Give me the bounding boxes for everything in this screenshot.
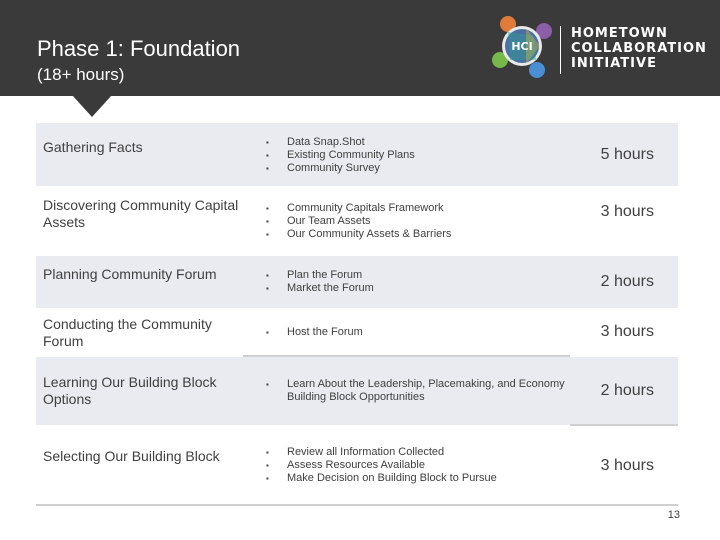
- hci-logo: [486, 10, 708, 82]
- bullet-text: Assess Resources Available: [287, 459, 425, 471]
- row-hours: 3 hours: [600, 457, 654, 474]
- bullet-item: [263, 326, 573, 339]
- row-bullets: [263, 326, 573, 339]
- row-title: Conducting the Community Forum: [43, 316, 212, 349]
- header-pointer: [72, 95, 112, 117]
- row-hours: 2 hours: [600, 273, 654, 290]
- phase-row-planning-forum: [36, 256, 678, 308]
- hci-logo-abbreviation: HCI: [511, 40, 533, 53]
- bullet-item: [263, 378, 573, 404]
- row-bullets: [263, 269, 573, 295]
- row-title: Discovering Community Capital Assets: [43, 197, 239, 230]
- phase-row-selecting-block: [36, 426, 678, 504]
- bullet-icon: ▪: [266, 204, 269, 213]
- bullet-icon: ▪: [266, 151, 269, 160]
- bullet-icon: ▪: [266, 284, 269, 293]
- row-hours: 2 hours: [600, 382, 654, 399]
- row-title: Gathering Facts: [43, 139, 143, 155]
- row-hours: 3 hours: [600, 203, 654, 220]
- bullet-item: [263, 269, 573, 282]
- row-bullets: [263, 202, 573, 241]
- bullet-icon: ▪: [266, 448, 269, 457]
- bullet-item: [263, 202, 573, 215]
- row-bullets: [263, 446, 573, 485]
- bullet-text: Plan the Forum: [287, 269, 363, 281]
- logo-divider: [560, 26, 561, 74]
- bullet-icon: ▪: [266, 230, 269, 239]
- phase-row-gathering-facts: [36, 123, 678, 186]
- phase-row-discovering-assets: [36, 186, 678, 256]
- bullet-text: Review all Information Collected: [287, 446, 445, 458]
- bullet-text: Community Survey: [287, 162, 380, 174]
- row-bullets: [263, 136, 573, 175]
- logo-line-2: COLLABORATION: [571, 41, 707, 56]
- bullet-item: [263, 162, 573, 175]
- row-title: Learning Our Building Block Options: [43, 374, 217, 407]
- row-bullets: [263, 378, 573, 404]
- bullet-item: [263, 282, 573, 295]
- slide-title: Phase 1: Foundation: [37, 36, 241, 61]
- bullet-text: Existing Community Plans: [287, 149, 415, 161]
- phase-row-learning-options: [36, 357, 678, 425]
- bullet-icon: ▪: [266, 461, 269, 470]
- bullet-text: Make Decision on Building Block to Pursue: [287, 472, 497, 484]
- bullet-item: [263, 136, 573, 149]
- slide-header: [0, 0, 720, 96]
- bullet-icon: ▪: [266, 164, 269, 173]
- bullet-icon: ▪: [266, 271, 269, 280]
- bullet-icon: ▪: [266, 217, 269, 226]
- bullet-item: [263, 459, 573, 472]
- bullet-item: [263, 215, 573, 228]
- row-hours: 5 hours: [600, 146, 654, 163]
- bullet-icon: ▪: [266, 328, 269, 337]
- page-number: 13: [667, 509, 680, 521]
- slide-subtitle: (18+ hours): [37, 65, 125, 84]
- bullet-text: Data Snap.Shot: [287, 136, 365, 148]
- phase-row-conducting-forum: [36, 308, 678, 356]
- bullet-item: [263, 446, 573, 459]
- logo-wordmark: [571, 26, 707, 71]
- row-hours: 3 hours: [600, 323, 654, 340]
- logo-line-1: HOMETOWN: [571, 26, 668, 41]
- row-title: Planning Community Forum: [43, 266, 217, 282]
- bullet-item: [263, 149, 573, 162]
- bullet-icon: ▪: [266, 380, 269, 389]
- bullet-icon: ▪: [266, 474, 269, 483]
- bullet-text: Market the Forum: [287, 282, 374, 294]
- bullet-text: Community Capitals Framework: [287, 202, 444, 214]
- table-bottom-border: [36, 504, 678, 506]
- bullet-item: [263, 228, 573, 241]
- bullet-text: Host the Forum: [287, 326, 363, 338]
- hci-logo-icon: [486, 10, 556, 80]
- row-title: Selecting Our Building Block: [43, 448, 220, 464]
- logo-line-3: INITIATIVE: [571, 56, 657, 71]
- bullet-icon: ▪: [266, 138, 269, 147]
- bullet-item: [263, 472, 573, 485]
- bullet-text: Our Team Assets: [287, 215, 371, 227]
- bullet-text: Our Community Assets & Barriers: [287, 228, 452, 240]
- bullet-text: Learn About the Leadership, Placemaking, and Economy Building Block Opportunities: [287, 378, 565, 403]
